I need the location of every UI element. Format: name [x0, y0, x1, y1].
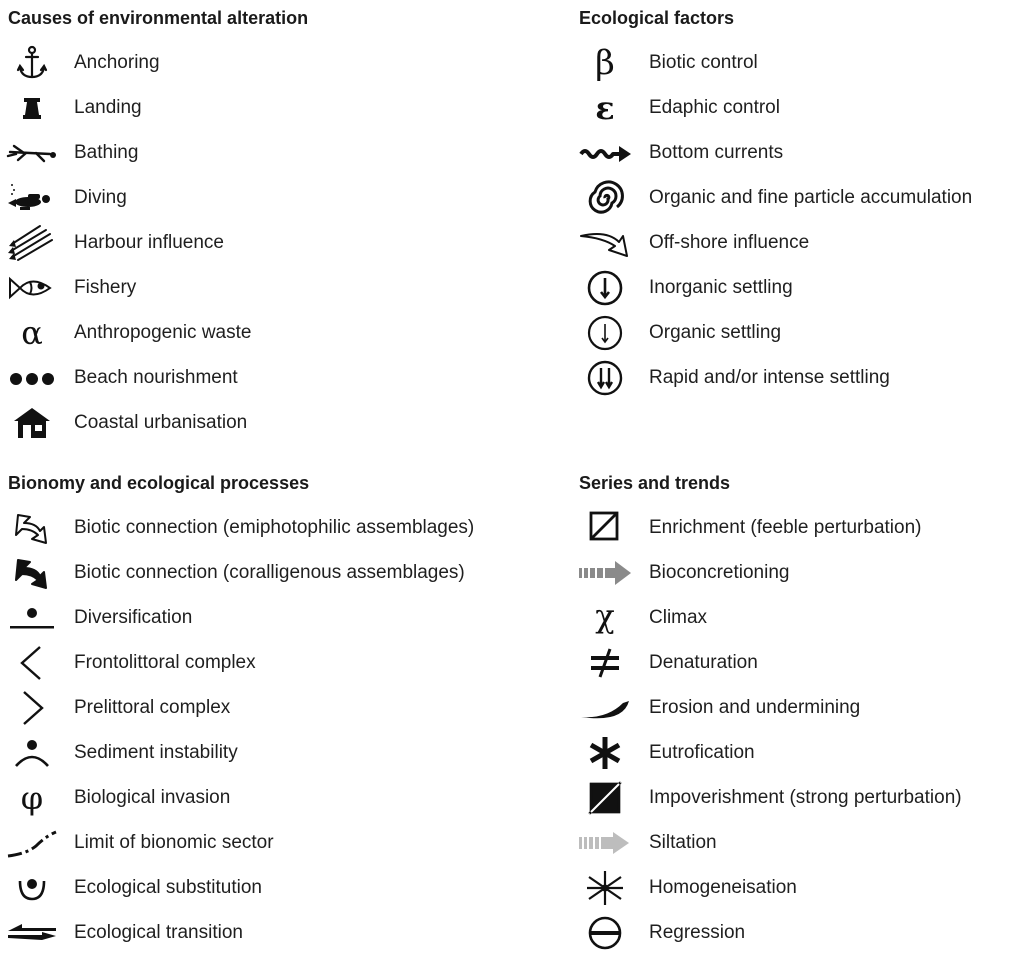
legend-item-diving: [8, 175, 568, 220]
legend-label: Eutrofication: [649, 741, 755, 763]
circle-bar-icon: [575, 913, 635, 953]
outline-hook-arrow-icon: [4, 508, 60, 548]
swimmer-icon: [4, 133, 60, 173]
chi-icon: [575, 598, 635, 638]
circle-thin-arrow-icon: [575, 313, 635, 353]
legend-label: Edaphic control: [649, 96, 780, 118]
circle-down-arrow-icon: [575, 268, 635, 308]
legend-label: Harbour influence: [74, 231, 224, 253]
fish-icon: [4, 268, 60, 308]
legend-item-limit-bionomic-sector: [8, 820, 568, 865]
section-causes: [8, 6, 568, 445]
legend-label: Coastal urbanisation: [74, 411, 248, 433]
half-filled-square-icon: [575, 778, 635, 818]
legend-label: Biotic connection (coralligenous assemblages): [74, 561, 465, 583]
legend-label: Climax: [649, 606, 708, 628]
epsilon-icon: [575, 88, 635, 128]
square-diagonal-icon: [575, 508, 635, 548]
legend-item-erosion: [579, 685, 1024, 730]
legend-label: Anthropogenic waste: [74, 321, 252, 343]
harbour-lines-icon: [4, 223, 60, 263]
curved-arrow-icon: [575, 223, 635, 263]
legend-item-biological-invasion: [8, 775, 568, 820]
legend-item-prelittoral-complex: [8, 685, 568, 730]
legend-label: Biotic connection (emiphotophilic assemblages): [74, 516, 475, 538]
legend-item-denaturation: [579, 640, 1024, 685]
alpha-icon: [4, 313, 60, 353]
legend-label: Landing: [74, 96, 142, 118]
legend-item-organic-settling: [579, 310, 1024, 355]
section-title: Causes of environmental alteration: [8, 8, 309, 28]
dot-over-line-icon: [4, 598, 60, 638]
asterisk-icon: [575, 733, 635, 773]
legend-item-off-shore-influence: [579, 220, 1024, 265]
diver-icon: [4, 178, 60, 218]
dot-in-cup-icon: [4, 868, 60, 908]
legend-item-rapid-settling: [579, 355, 1024, 400]
legend-item-impoverishment: [579, 775, 1024, 820]
legend-label: Regression: [649, 921, 746, 943]
legend-label: Organic settling: [649, 321, 782, 343]
legend-item-homogeneisation: [579, 865, 1024, 910]
section-title: Ecological factors: [579, 8, 735, 28]
legend-item-biotic-control: [579, 40, 1024, 85]
legend-label: Off-shore influence: [649, 231, 810, 253]
legend-item-bioconcretioning: [579, 550, 1024, 595]
anchor-icon: [4, 43, 60, 83]
filled-hook-arrow-icon: [4, 553, 60, 593]
legend-label: Impoverishment (strong perturbation): [649, 786, 962, 808]
not-equal-icon: [575, 643, 635, 683]
legend-label: Bottom currents: [649, 141, 784, 163]
legend-label: Erosion and undermining: [649, 696, 861, 718]
crescent-icon: [575, 688, 635, 728]
legend-label: Inorganic settling: [649, 276, 793, 298]
legend-label: Ecological transition: [74, 921, 243, 943]
section-title: Series and trends: [579, 473, 731, 493]
light-dashed-arrow-icon: [575, 823, 635, 863]
legend-item-landing: [8, 85, 568, 130]
legend-item-climax: [579, 595, 1024, 640]
house-icon: [4, 403, 60, 443]
burst-icon: [575, 868, 635, 908]
section-bionomy: [8, 471, 568, 955]
legend-label: Bathing: [74, 141, 139, 163]
legend-item-anchoring: [8, 40, 568, 85]
svg-text:β: β: [595, 42, 615, 83]
legend-item-inorganic-settling: [579, 265, 1024, 310]
legend-item-diversification: [8, 595, 568, 640]
legend-item-regression: [579, 910, 1024, 955]
legend-item-ecological-substitution: [8, 865, 568, 910]
double-arrow-icon: [4, 913, 60, 953]
phi-icon: [4, 778, 60, 818]
legend-label: Homogeneisation: [649, 876, 797, 898]
legend-label: Limit of bionomic sector: [74, 831, 274, 853]
svg-text:α: α: [21, 313, 43, 352]
section-series-trends: [579, 471, 1024, 955]
legend-label: Anchoring: [74, 51, 160, 73]
legend-item-harbour: [8, 220, 568, 265]
legend-label: Biotic control: [649, 51, 758, 73]
dot-over-arc-icon: [4, 733, 60, 773]
svg-text:φ: φ: [20, 778, 44, 817]
legend-item-sediment-instability: [8, 730, 568, 775]
legend-label: Ecological substitution: [74, 876, 262, 898]
greater-than-icon: [4, 688, 60, 728]
legend-item-fishery: [8, 265, 568, 310]
three-dots-icon: [4, 358, 60, 398]
legend-label: Beach nourishment: [74, 366, 238, 388]
spiral-icon: [575, 178, 635, 218]
legend-item-enrichment: [579, 505, 1024, 550]
legend-item-coastal-urbanisation: [8, 400, 568, 445]
svg-text:χ: χ: [595, 596, 615, 635]
legend-label: Siltation: [649, 831, 717, 853]
legend-label: Diving: [74, 186, 127, 208]
legend-label: Bioconcretioning: [649, 561, 790, 583]
legend-label: Frontolittoral complex: [74, 651, 256, 673]
section-title: Bionomy and ecological processes: [8, 473, 310, 493]
legend-label: Biological invasion: [74, 786, 231, 808]
legend-item-siltation: [579, 820, 1024, 865]
legend-label: Sediment instability: [74, 741, 238, 763]
legend-item-bathing: [8, 130, 568, 175]
legend-item-biotic-connection-emiphotophilic: [8, 505, 568, 550]
legend-label: Organic and fine particle accumulation: [649, 186, 973, 208]
legend-label: Fishery: [74, 276, 137, 298]
legend-label: Enrichment (feeble perturbation): [649, 516, 922, 538]
svg-text:ε: ε: [595, 88, 615, 127]
legend-item-frontolittoral-complex: [8, 640, 568, 685]
less-than-icon: [4, 643, 60, 683]
legend-item-particle-accumulation: [579, 175, 1024, 220]
legend-label: Diversification: [74, 606, 193, 628]
legend-label: Denaturation: [649, 651, 758, 673]
legend-item-beach-nourishment: [8, 355, 568, 400]
bollard-icon: [4, 88, 60, 128]
legend-item-eutrofication: [579, 730, 1024, 775]
legend-item-biotic-connection-coralligenous: [8, 550, 568, 595]
legend-label: Prelittoral complex: [74, 696, 231, 718]
legend-item-bottom-currents: [579, 130, 1024, 175]
legend-item-anthropogenic-waste: [8, 310, 568, 355]
legend-label: Rapid and/or intense settling: [649, 366, 890, 388]
legend-item-edaphic-control: [579, 85, 1024, 130]
circle-double-arrow-icon: [575, 358, 635, 398]
section-ecological-factors: [579, 6, 1024, 400]
grey-dashed-arrow-icon: [575, 553, 635, 593]
beta-icon: [575, 43, 635, 83]
wavy-arrow-icon: [575, 133, 635, 173]
legend-item-ecological-transition: [8, 910, 568, 955]
dashed-curve-icon: [4, 823, 60, 863]
